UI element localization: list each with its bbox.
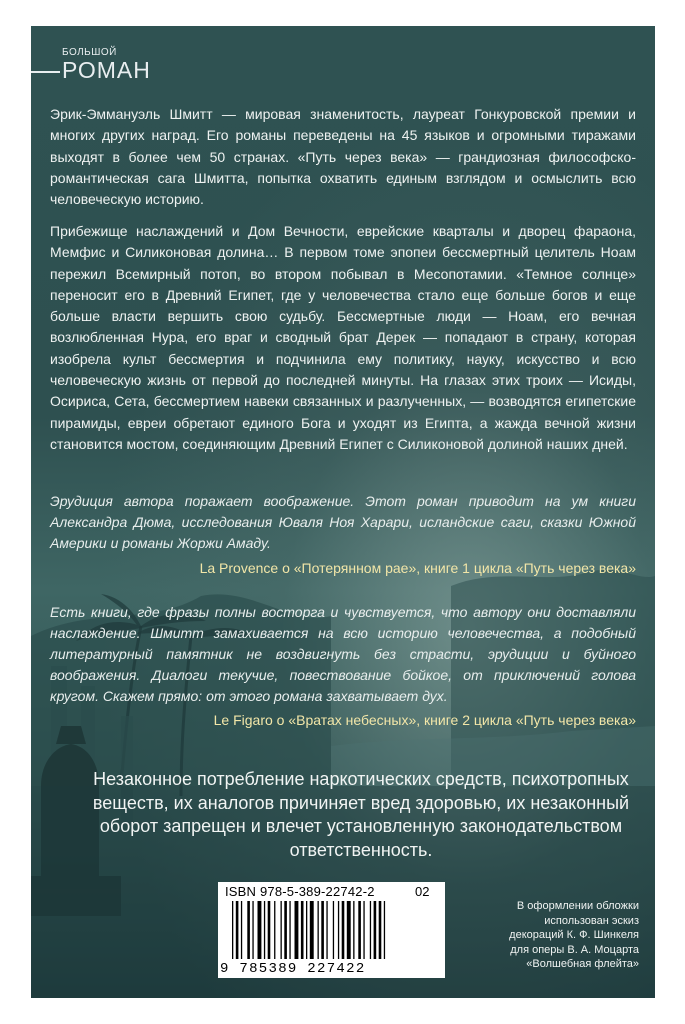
review-source-2: Le Figaro о «Вратах небесных», книге 2 цикла «Путь через века» (213, 712, 636, 728)
credits-line: В оформлении обложки (516, 900, 639, 912)
annotation-paragraph-2: Прибежище наслаждений и Дом Вечности, еврейские кварталы и дворец фараона, Мемфис и Силиконовая долина… В первом томе эпопеи бессмертный целитель Ноам пережил Всемирный потоп, во втором побывал в Месопотамии. «Темное солнце» переносит его в Древний Египет, где у человечества стало еще больше богов и еще больше власти вершить свою судьбу. Бессмертные люди — Ноам, его вечная возлюбленная Нура, его враг и сводный брат Дерек — попадают в страну, которая изобрела культ бессмертия и подчинила ему политику, науку, искусство и всю человеческую жизнь от первой до последней минуты. На глазах этих троих — Исиды, Осириса, Сета, бессмертием навеки связанных и разлученных, — возводятся египетские пирамиды, евреи обретают единого Бога и уходят из Египта, а жажда вечной жизни становится мостом, соединяющим Древний Египет с Силиконовой долиной наших дней. (50, 223, 636, 452)
credits-line: для оперы В. А. Моцарта (510, 943, 639, 956)
cover-credits (481, 899, 639, 972)
legal-warning: Незаконное потребление наркотических средств, психотропных веществ, их аналогов причиняет вред здоровью, их незаконный оборот запрещен и влечет установленную законодательством ответственность. (92, 769, 630, 860)
barcode-bars (232, 901, 432, 959)
review-source-1: La Provence о «Потерянном рае», книге 1 цикла «Путь через века» (199, 560, 636, 576)
credits-line: использован эскиз (544, 914, 639, 927)
logo-underline (31, 71, 60, 73)
back-cover (31, 26, 655, 998)
logo-line-big: РОМАН (62, 57, 151, 83)
isbn-number: ISBN 978-5-389-22742-2 (225, 884, 375, 899)
credits-line: декораций К. Ф. Шинкеля (509, 929, 639, 941)
barcode (218, 882, 445, 978)
credits-line: «Волшебная флейта» (526, 958, 639, 970)
annotation-paragraph-1: Эрик-Эммануэль Шмитт — мировая знаменитость, лауреат Гонкуровской премии и многих других наград. Его романы переведены на 45 языков и огромными тиражами выходят в более чем 50 странах. «Путь через века» — грандиозная философско-романтическая сага Шмитта, попытка охватить единым взглядом и осмыслить всю человеческую историю. (50, 106, 636, 208)
logo-line-small: БОЛЬШОЙ (62, 47, 117, 58)
barcode-digits: 9 785389 227422 (220, 961, 366, 977)
review-quote-2: Есть книги, где фразы полны восторга и чувствуется, что автору они доставляли наслаждение. Шмитт замахивается на всю историю человечества, а подобный литературный памятник не воздвигнуть без страсти, эрудиции и буйного воображения. Диалоги текучие, повествование бойкое, от приключений голова кругом. Скажем прямо: от этого романа захватывает дух. (50, 604, 636, 704)
barcode-addon: 02 (415, 884, 430, 899)
review-quote-1: Эрудиция автора поражает воображение. Этот роман приводит на ум книги Александра Дюма, исследования Юваля Ноя Харари, исландские саги, сказки Южной Америки и романы Жоржи Амаду. (50, 493, 636, 551)
